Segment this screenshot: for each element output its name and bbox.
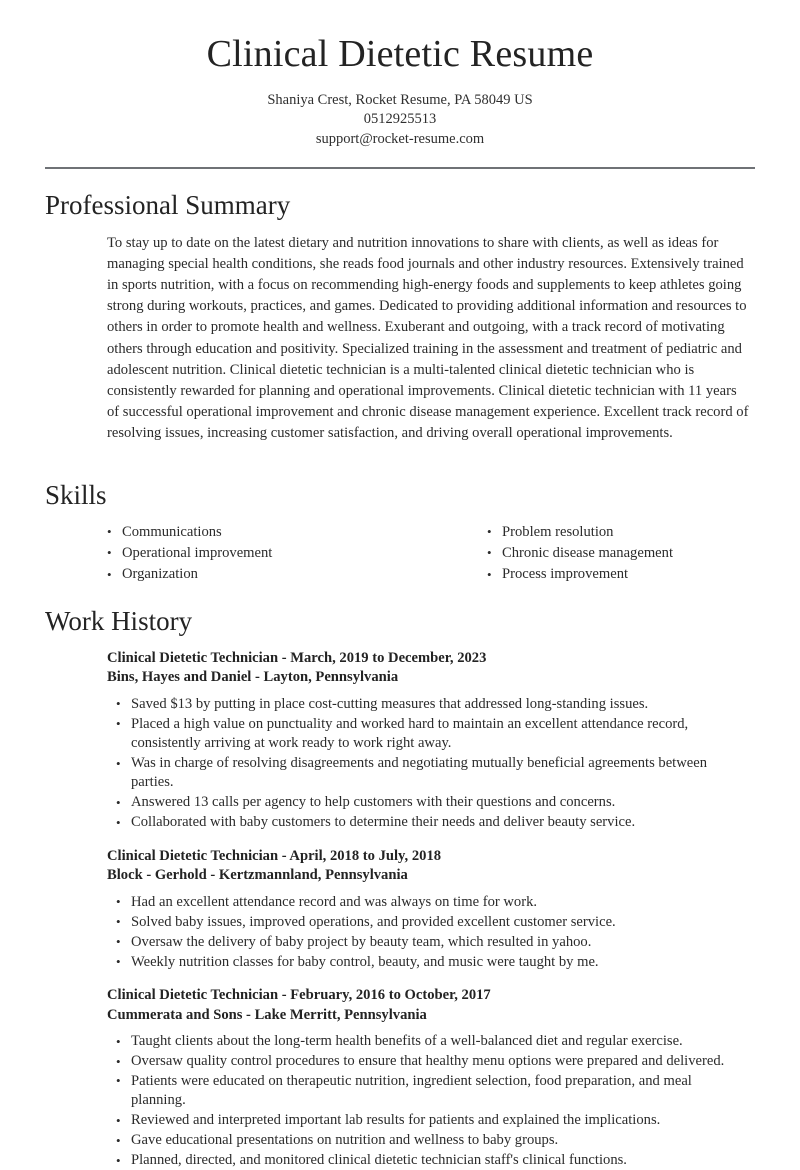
list-item: • Patients were educated on therapeutic nutrition, ingredient selection, food preparation, and meal planning.	[116, 1072, 749, 1111]
contact-address: Shaniya Crest, Rocket Resume, PA 58049 US	[267, 91, 533, 108]
job-title-line: Clinical Dietetic Technician - April, 2018 to July, 2018	[107, 847, 442, 864]
list-item: • Collaborated with baby customers to determine their needs and deliver beauty service.	[116, 813, 749, 832]
contact-block	[0, 91, 800, 150]
job-bullets	[107, 893, 749, 972]
skills-list-left	[107, 522, 431, 586]
summary-body	[45, 233, 755, 445]
list-item: • Was in charge of resolving disagreements and negotiating mutually beneficial agreements between parties.	[116, 754, 749, 793]
skills-heading: Skills	[45, 480, 107, 511]
job-company-line: Bins, Hayes and Daniel - Layton, Pennsylvania	[107, 669, 399, 686]
resume-header	[0, 0, 800, 149]
skills-list-right	[487, 522, 755, 586]
job-entry	[107, 986, 749, 1170]
list-item: • Oversaw quality control procedures to ensure that healthy menu options were prepared and delivered.	[116, 1052, 749, 1071]
list-item: • Planned, directed, and monitored clinical dietetic technician staff's clinical functions.	[116, 1151, 749, 1170]
job-entry	[107, 649, 749, 833]
list-item: • Taught clients about the long-term health benefits of a well-balanced diet and regular exercise.	[116, 1032, 749, 1051]
job-bullets	[107, 695, 749, 833]
section-skills	[0, 459, 800, 585]
job-company-line: Block - Gerhold - Kertzmannland, Pennsylvania	[107, 867, 408, 884]
list-item: • Weekly nutrition classes for baby control, beauty, and music were taught by me.	[116, 953, 749, 972]
list-item: • Organization	[107, 564, 431, 585]
list-item: • Solved baby issues, improved operations, and provided excellent customer service.	[116, 913, 749, 932]
list-item: • Process improvement	[487, 564, 755, 585]
list-item: • Reviewed and interpreted important lab results for patients and explained the implications.	[116, 1111, 749, 1130]
contact-phone: 0512925513	[363, 111, 437, 128]
list-item: • Gave educational presentations on nutrition and wellness to baby groups.	[116, 1131, 749, 1150]
job-company-line: Cummerata and Sons - Lake Merritt, Pennsylvania	[107, 1006, 427, 1023]
work-history-heading: Work History	[45, 606, 193, 637]
job-title-line: Clinical Dietetic Technician - February, 2016 to October, 2017	[107, 986, 491, 1003]
job-bullets	[107, 1032, 749, 1170]
section-work-history	[0, 585, 800, 1170]
section-professional-summary	[0, 169, 800, 444]
summary-heading: Professional Summary	[45, 190, 291, 221]
job-entry	[107, 847, 749, 972]
work-history-list	[45, 649, 755, 1170]
list-item: • Saved $13 by putting in place cost-cutting measures that addressed long-standing issues.	[116, 695, 749, 714]
job-title-line: Clinical Dietetic Technician - March, 2019 to December, 2023	[107, 649, 487, 666]
list-item: • Placed a high value on punctuality and worked hard to maintain an excellent attendance record, consistently arriving at work ready to work right away.	[116, 715, 749, 754]
list-item: • Answered 13 calls per agency to help customers with their questions and concerns.	[116, 793, 749, 812]
list-item: • Oversaw the delivery of baby project by beauty team, which resulted in yahoo.	[116, 933, 749, 952]
list-item: • Communications	[107, 522, 431, 543]
page-title: Clinical Dietetic Resume	[206, 33, 594, 75]
list-item: • Operational improvement	[107, 543, 431, 564]
summary-text: To stay up to date on the latest dietary and nutrition innovations to share with clients, as well as ideas for managing special health conditions, she reads food journals and other industry resources. Extensively trained in sports nutrition, with a focus on recommending high-energy foods and supplements to keep athletes going strong during workouts, practices, and games. Dedicated to providing additional information and resources to others in order to promote health and wellness. Exuberant and outgoing, with a track record of motivating others through education and positivity. Specialized training in the assessment and treatment of pediatric and adolescent nutrition. Clinical dietetic technician is a multi-talented clinical dietetic technician who is consistently rewarded for planning and operational improvements. Clinical dietetic technician with 11 years of successful operational improvement and chronic disease management experience. Excellent track record of resolving issues, increasing customer satisfaction, and driving overall operational improvements.	[107, 234, 749, 442]
skills-column-right	[431, 522, 755, 586]
list-item: • Had an excellent attendance record and was always on time for work.	[116, 893, 749, 912]
skills-columns	[45, 522, 755, 586]
list-item: • Chronic disease management	[487, 543, 755, 564]
skills-column-left	[107, 522, 431, 586]
list-item: • Problem resolution	[487, 522, 755, 543]
contact-email: support@rocket-resume.com	[315, 130, 485, 147]
